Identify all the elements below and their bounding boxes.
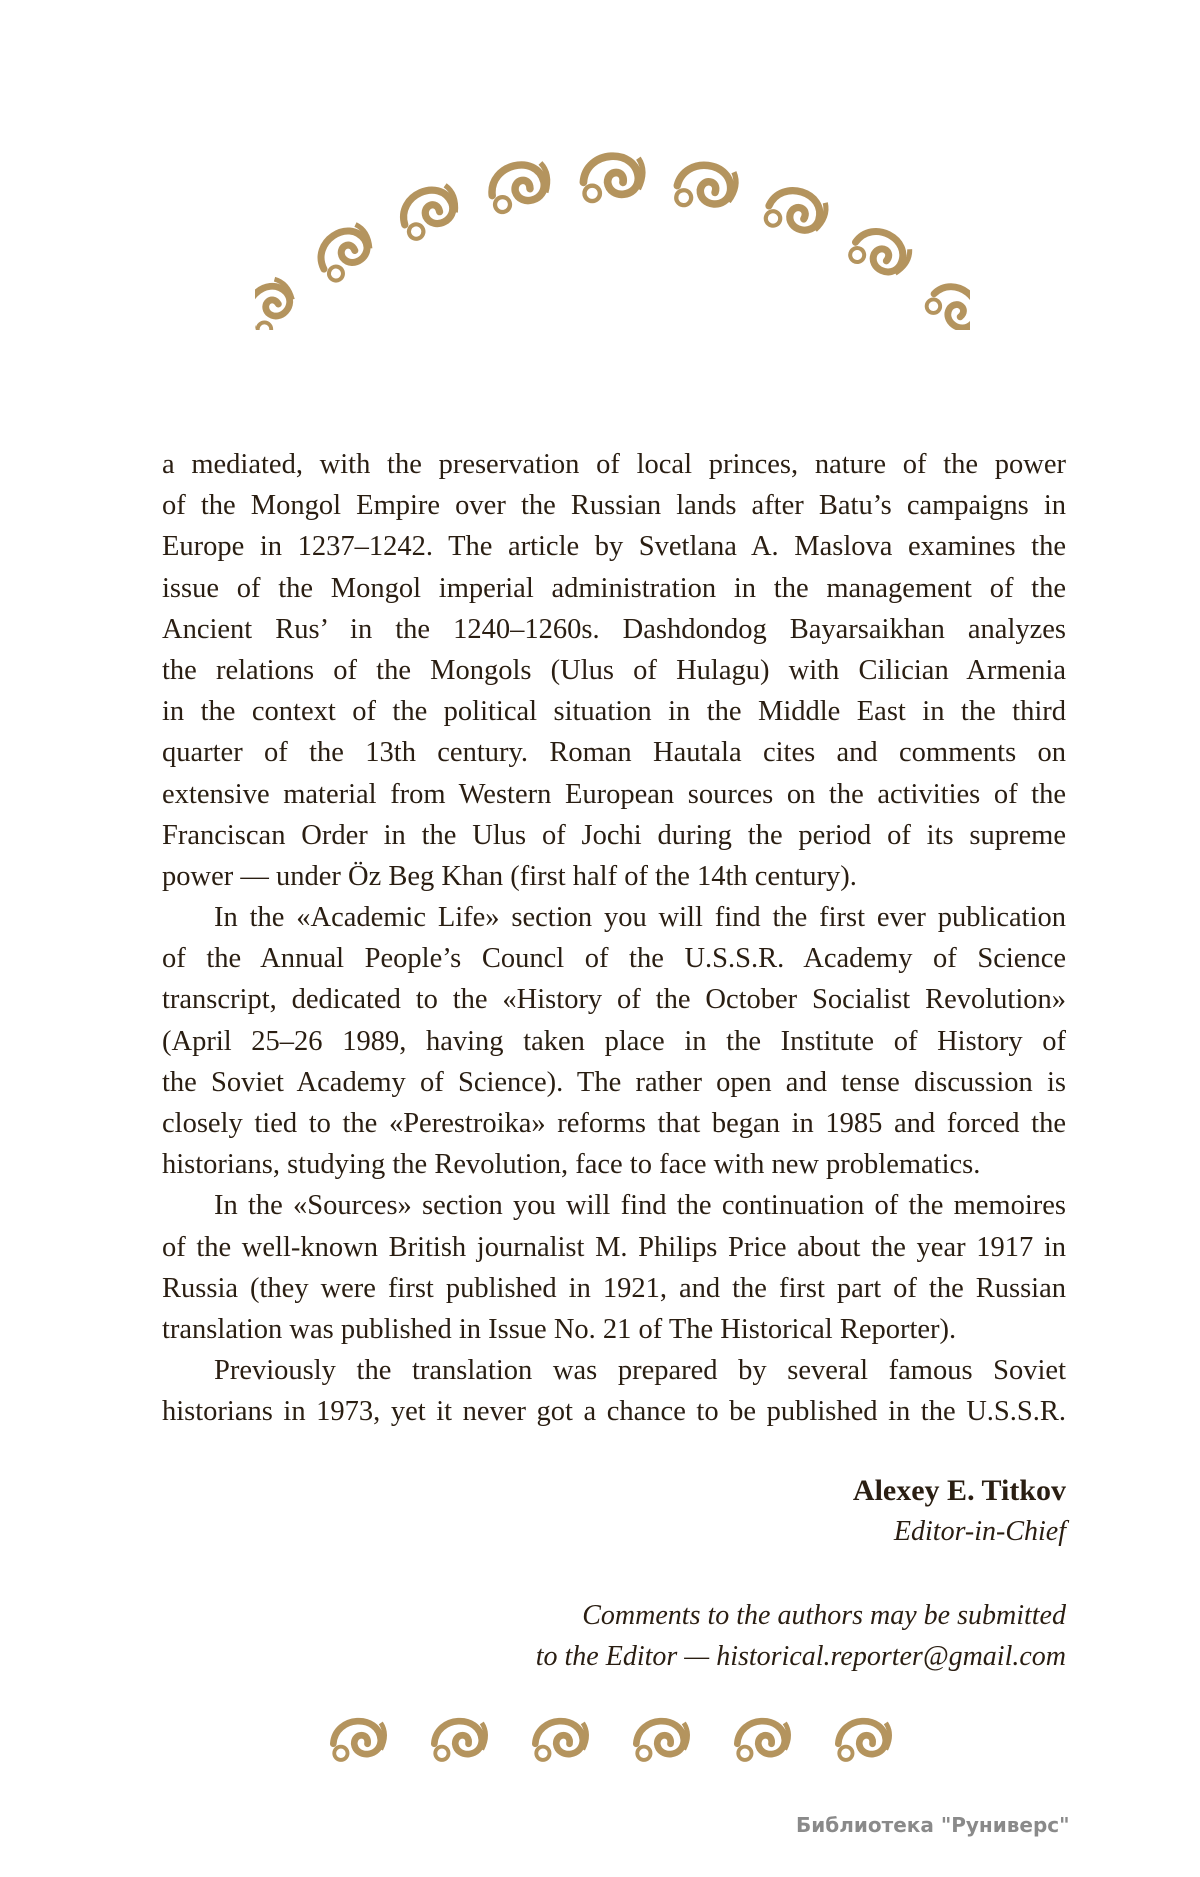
text-line: of the Annual People’s Councl of the U.S.S.R. Academy of Science xyxy=(162,943,1066,975)
text-line: issue of the Mongol imperial administration in the management of the xyxy=(162,572,1066,604)
text-line: in the context of the political situation in the Middle East in the third xyxy=(162,696,1066,728)
scroll-motif xyxy=(312,221,379,284)
scroll-motif xyxy=(333,1721,384,1760)
library-watermark: Библиотека "Руниверс" xyxy=(796,1813,1070,1837)
text-line: Previously the translation was prepared by several famous Soviet xyxy=(214,1355,1066,1387)
scroll-motif xyxy=(674,161,738,214)
text-line: transcript, dedicated to the «History of the October Socialist Revolution» xyxy=(162,984,1066,1016)
text-line: quarter of the 13th century. Roman Hautala cites and comments on xyxy=(162,737,1066,769)
text-line: translation was published in Issue No. 21 of The Historical Reporter). xyxy=(162,1313,957,1345)
scroll-motif xyxy=(434,1721,485,1760)
top-ornament-arc xyxy=(255,150,970,330)
scroll-motif xyxy=(847,222,914,285)
author-role: Editor-in-Chief xyxy=(893,1516,1066,1547)
text-line: power — under Öz Beg Khan (first half of the 14th century). xyxy=(162,860,857,892)
text-line: Russia (they were first published in 1921, and the first part of the Russian xyxy=(162,1272,1066,1304)
text-line: Franciscan Order in the Ulus of Jochi during the period of its supreme xyxy=(162,819,1066,851)
bottom-ornament-border xyxy=(308,1714,916,1766)
scroll-motif xyxy=(396,182,463,241)
text-line: of the Mongol Empire over the Russian lands after Batu’s campaigns in xyxy=(162,490,1066,522)
comments-note-line-1: Comments to the authors may be submitted xyxy=(582,1600,1066,1631)
text-line: Ancient Rus’ in the 1240–1260s. Dashdondog Bayarsaikhan analyzes xyxy=(162,613,1066,645)
text-line: In the «Academic Life» section you will find the first ever publication xyxy=(214,902,1066,934)
scroll-motif xyxy=(583,156,642,201)
scroll-motif xyxy=(838,1721,889,1760)
body-text xyxy=(162,444,1066,1433)
text-line: the relations of the Mongols (Ulus of Hulagu) with Cilician Armenia xyxy=(162,654,1066,686)
text-line: In the «Sources» section you will find the continuation of the memoires xyxy=(214,1190,1066,1222)
text-line: a mediated, with the preservation of local princes, nature of the power xyxy=(162,449,1066,480)
scroll-motif xyxy=(255,275,302,330)
text-line: of the well-known British journalist M. Philips Price about the year 1917 in xyxy=(162,1231,1066,1263)
scroll-motif xyxy=(636,1721,687,1760)
scroll-motif xyxy=(535,1721,586,1760)
author-name: Alexey E. Titkov xyxy=(852,1474,1066,1507)
text-line: Europe in 1237–1242. The article by Svetlana A. Maslova examines the xyxy=(162,531,1066,563)
text-line: the Soviet Academy of Science). The rather open and tense discussion is xyxy=(162,1066,1066,1098)
text-line: historians, studying the Revolution, face to face with new problematics. xyxy=(162,1149,981,1181)
text-line: historians in 1973, yet it never got a chance to be published in the U.S.S.R. xyxy=(162,1396,1066,1428)
scroll-motif xyxy=(923,277,970,330)
comments-note-line-2: to the Editor — historical.reporter@gmail.com xyxy=(535,1641,1066,1672)
scroll-motif xyxy=(488,160,552,213)
text-line: closely tied to the «Perestroika» reforms that began in 1985 and forced the xyxy=(162,1108,1066,1139)
text-line: (April 25–26 1989, having taken place in the Institute of History of xyxy=(162,1025,1066,1057)
scroll-motif xyxy=(763,183,830,242)
scroll-motif xyxy=(737,1721,788,1760)
text-line: extensive material from Western European sources on the activities of the xyxy=(162,778,1066,810)
